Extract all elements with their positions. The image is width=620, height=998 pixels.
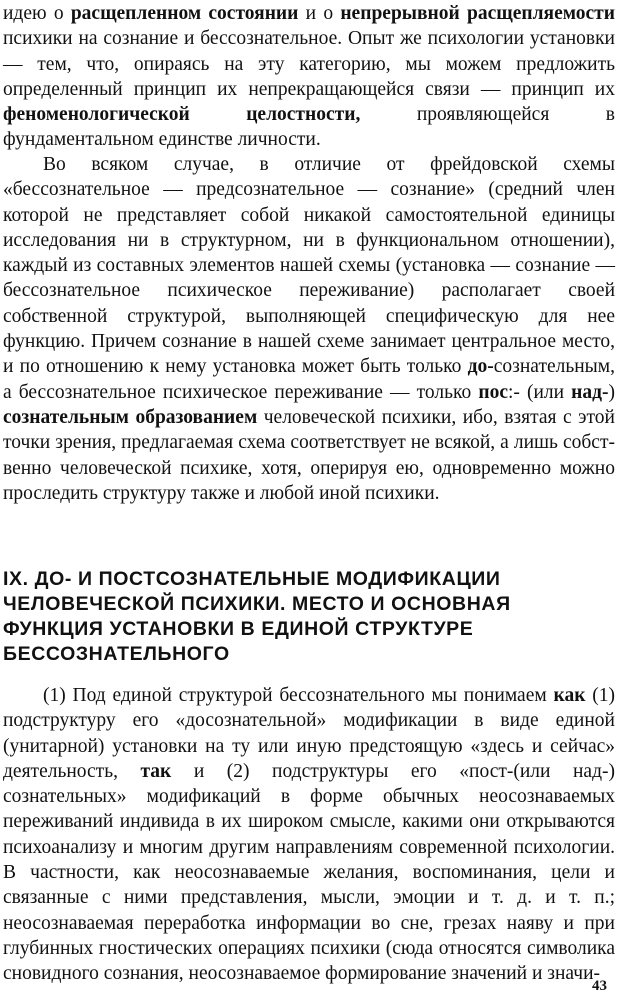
heading-line: ФУНКЦИЯ УСТАНОВКИ В ЕДИНОЙ СТРУКТУРЕ [3, 618, 474, 640]
text: и (2) подструктуры его «пост-(или над-) сознательных» модификаций в форме обычных неосознаваемых переживаний индивида в их широком смысле, какими они открываются психоанализу и многим другим направлениям современной психологии. В частности, как неосознаваемые желания, воспоминания, цели и связанные с ними представления, мысли, эмоции и т. д. и т. п.; неосознаваемая переработка информации во сне, грезах наяву и при глубинных гностических операциях психики (сюда относятся символика сновидного сознания, неосознаваемое формирование значений и значи- [3, 760, 615, 985]
text: и о [298, 3, 341, 24]
text: проявляющейся в фундаментальном единстве личности. [3, 104, 615, 151]
text: психики на сознание и бессознательное. Опыт же психологии установки — тем, что, опираясь на эту категорию, мы можем предложить определенный принцип их непрекращающейся связи — принцип их [3, 28, 615, 100]
paragraph [3, 1, 615, 153]
page-number: 43 [592, 978, 607, 994]
heading-line: БЕССОЗНАТЕЛЬНОГО [3, 643, 230, 665]
text: сознательным, а бессознательное психическое переживание — только [3, 356, 615, 403]
text: идею о [3, 3, 71, 24]
bold-term: над- [571, 381, 609, 403]
bold-term: непрерывной расщепляемости [340, 3, 615, 24]
paragraph [3, 683, 615, 987]
bold-term: сознательным образованием [3, 406, 258, 428]
paragraph [3, 152, 615, 506]
bold-term: расщепленном состоянии [70, 3, 299, 24]
bold-term: как [553, 685, 586, 706]
heading-line: IX. ДО- И ПОСТСОЗНАТЕЛЬНЫЕ МОДИФИКАЦИИ [3, 568, 501, 590]
text: (1) Под единой структурой бессознательного мы понимаем [43, 685, 554, 706]
bold-term: пос [478, 381, 508, 403]
bold-term: до- [467, 356, 494, 378]
heading-line: ЧЕЛОВЕЧЕСКОЙ ПСИХИКИ. МЕСТО И ОСНОВНАЯ [3, 593, 511, 615]
text: ) [608, 381, 615, 403]
text: (1) подструктуру его «досознательной» модификации в виде единой (унитарной) установки на ту или иную предстоящую «здесь и сейчас» деятельность, [3, 685, 615, 782]
text: Во всяком случае, в отличие от фрейдовской схемы «бессознательное — предсознательное — сознание» (средний член которой не представляет собой никакой самостоятельной единицы исследования ни в структурном, ни в функциональном отношении), каждый из составных элементов нашей схемы (установка — сознание — бессознательное психическое переживание) располагает своей собственной структурой, выполняющей специфическую для нее функцию. Причем сознание в нашей схеме занимает центральное место, и по отношению к нему установка может быть только [3, 154, 615, 378]
text: человеческой психики, ибо, взятая с этой точки зрения, предлагаемая схема соответствует не всякой, а лишь собственно человеческой психике, хотя, оперируя ею, одновременно можно проследить структуру также и любой иной психики. [3, 406, 615, 504]
bold-term: феноменологической целостности, [3, 104, 361, 126]
text: :- (или [507, 381, 572, 403]
section-heading [3, 567, 615, 667]
bold-term: так [140, 760, 172, 782]
book-page [3, 0, 615, 998]
